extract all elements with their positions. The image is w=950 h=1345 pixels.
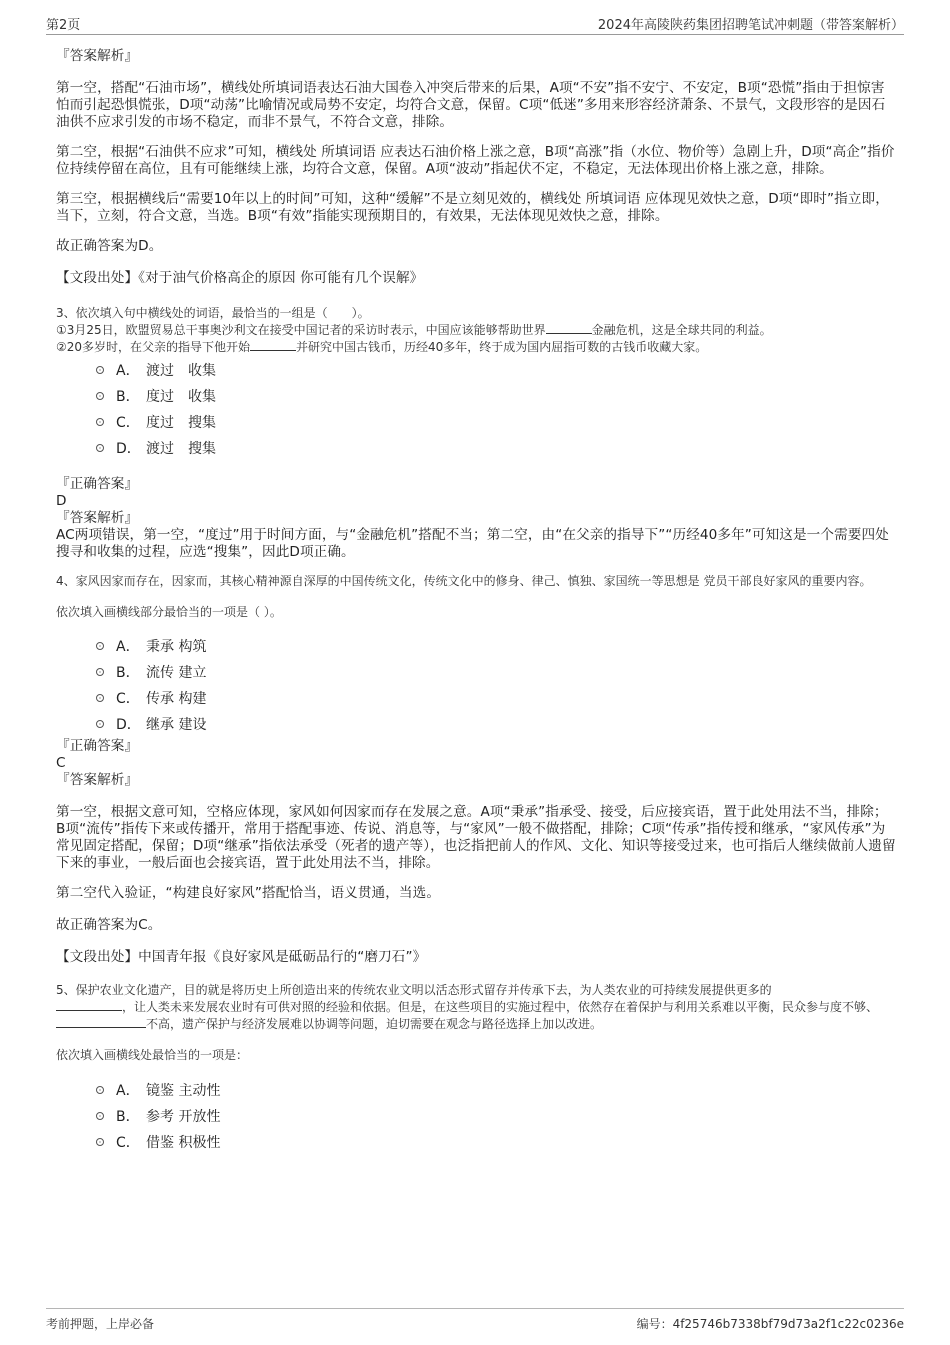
question-sentence-2: ②20多岁时，在父亲的指导下他开始 并研究中国古钱币，历经40多年，终于成为国内屈指可数的古钱币收藏大家。: [56, 340, 708, 354]
question-stem: 4、家风因家而存在，因家而，其核心精神源自深厚的中国传统文化，传统文化中的修身、律己、慎独、家国统一等思想是 党员干部良好家风的重要内容。: [56, 574, 872, 588]
option-list: [56, 634, 896, 738]
question-stem: 5、保护农业文化遗产，目的就是将历史上所创造出来的传统农业文明以活态形式留存并传承下去，为人类农业的可持续发展提供更多的 ，让人类未来发展农业时有可供对照的经验和依据。但是，在这些项目的实施过程中，依然存在着保护与利用关系难以平衡，民众参与度不够、不高，遗产保护与经济发展难以协调等问题，迫切需要在观念与路径选择上加以改进。: [56, 983, 879, 1031]
analysis-heading: 『答案解析』: [56, 772, 139, 788]
option-a[interactable]: A． 镜鉴 主动性: [56, 1078, 896, 1104]
radio-icon[interactable]: [96, 1112, 104, 1120]
option-list: [56, 1078, 896, 1156]
source-citation: 【文段出处】中国青年报《良好家风是砥砺品行的“磨刀石”》: [56, 949, 427, 965]
answer-blank: [56, 1016, 146, 1028]
radio-icon[interactable]: [96, 418, 104, 426]
radio-icon[interactable]: [96, 668, 104, 676]
option-d[interactable]: D． 渡过 搜集: [56, 436, 896, 462]
analysis-paragraph: 第二空，根据“石油供不应求”可知，横线处 所填词语 应表达石油价格上涨之意，B项“高涨”指（水位、物价等）急剧上升，D项“高企”指价位持续停留在高位，且有可能继续上涨，均符合文意，保留。A项“波动”指起伏不定，不稳定，无法体现出价格上涨之意，排除。: [56, 144, 895, 177]
option-list: [56, 358, 896, 462]
answer-blank: [56, 999, 122, 1011]
answer-blank: [250, 339, 296, 351]
radio-icon[interactable]: [96, 642, 104, 650]
option-c[interactable]: C． 传承 构建: [56, 686, 896, 712]
correct-answer-heading: 『正确答案』: [56, 738, 139, 754]
question-stem: 3、依次填入句中横线处的词语，最恰当的一组是（ ）。: [56, 306, 370, 320]
radio-icon[interactable]: [96, 444, 104, 452]
option-a[interactable]: A． 秉承 构筑: [56, 634, 896, 660]
option-b[interactable]: B． 度过 收集: [56, 384, 896, 410]
radio-icon[interactable]: [96, 720, 104, 728]
question-5: [56, 982, 896, 1156]
document-body: [56, 44, 896, 1156]
analysis-paragraph: 第三空，根据横线后“需要10年以上的时间”可知，这种“缓解”不是立刻见效的，横线处 所填词语 应体现见效快之意，D项“即时”指立即，当下，立刻，符合文意，当选。B项“有效”指能实现预期目的，有效果，无法体现见效快之意，排除。: [56, 191, 889, 224]
radio-icon[interactable]: [96, 366, 104, 374]
question-sentence-1: ①3月25日，欧盟贸易总干事奥沙利文在接受中国记者的采访时表示，中国应该能够帮助世界 金融危机，这是全球共同的利益。: [56, 323, 772, 337]
option-c[interactable]: C． 度过 搜集: [56, 410, 896, 436]
option-d[interactable]: D． 继承 建设: [56, 712, 896, 738]
correct-answer: D: [56, 493, 67, 509]
page-number: 第2页: [46, 18, 81, 33]
conclusion: 故正确答案为D。: [56, 238, 163, 254]
answer-blank: [546, 322, 592, 334]
document-title: 2024年高陵陕药集团招聘笔试冲刺题（带答案解析）: [597, 18, 904, 33]
radio-icon[interactable]: [96, 392, 104, 400]
question-3: [56, 305, 896, 561]
analysis-heading: 『答案解析』: [56, 510, 139, 526]
option-b[interactable]: B． 流传 建立: [56, 660, 896, 686]
option-c[interactable]: C． 借鉴 积极性: [56, 1130, 896, 1156]
page-footer: [46, 1308, 904, 1331]
correct-answer: C: [56, 755, 66, 771]
conclusion: 故正确答案为C。: [56, 917, 162, 933]
footer-slogan: 考前押题，上岸必备: [46, 1317, 155, 1331]
radio-icon[interactable]: [96, 1086, 104, 1094]
source-citation: 【文段出处】《对于油气价格高企的原因 你可能有几个误解》: [56, 270, 424, 286]
analysis-heading: 『答案解析』: [56, 48, 139, 64]
radio-icon[interactable]: [96, 1138, 104, 1146]
analysis-paragraph: 第一空，根据文意可知，空格应体现，家风如何因家而存在发展之意。A项“秉承”指承受、接受，后应接宾语，置于此处用法不当，排除；B项“流传”指传下来或传播开，常用于搭配事迹、传说、消息等，与“家风”一般不做搭配，排除；C项“传承”指传授和继承，“家风传承”为常见固定搭配，保留；D项“继承”指依法承受（死者的遗产等），也泛指把前人的作风、文化、知识等接受过来，也可指后人继续做前人遗留下来的事业，一般后面也会接宾语，置于此处用法不当，排除。: [56, 804, 896, 871]
option-a[interactable]: A． 渡过 收集: [56, 358, 896, 384]
correct-answer-heading: 『正确答案』: [56, 476, 139, 492]
radio-icon[interactable]: [96, 694, 104, 702]
question-prompt: 依次填入画横线部分最恰当的一项是（ ）。: [56, 605, 282, 619]
analysis-paragraph: 第一空，搭配“石油市场”，横线处所填词语表达石油大国卷入冲突后带来的后果，A项“不安”指不安宁、不安定，B项“恐慌”指由于担惊害怕而引起恐惧慌张，D项“动荡”比喻情况或局势不安定，均符合文意，保留。C项“低迷”多用来形容经济萧条、不景气，文段形容的是因石油供不应求引发的市场不稳定，而非不景气，不符合文意，排除。: [56, 80, 886, 130]
document-code: 编号：4f25746b7338bf79d73a2f1c22c0236e: [636, 1317, 904, 1331]
page-header: [46, 14, 904, 35]
analysis-paragraph: AC两项错误，第一空，“度过”用于时间方面，与“金融危机”搭配不当；第二空，由“在父亲的指导下”“历经40多年”可知这是一个需要四处搜寻和收集的过程，应选“搜集”，因此D项正确。: [56, 527, 889, 560]
question-4: [56, 573, 896, 966]
question-prompt: 依次填入画横线处最恰当的一项是：: [56, 1048, 249, 1062]
option-b[interactable]: B． 参考 开放性: [56, 1104, 896, 1130]
analysis-paragraph: 第二空代入验证，“构建良好家风”搭配恰当，语义贯通，当选。: [56, 885, 441, 901]
